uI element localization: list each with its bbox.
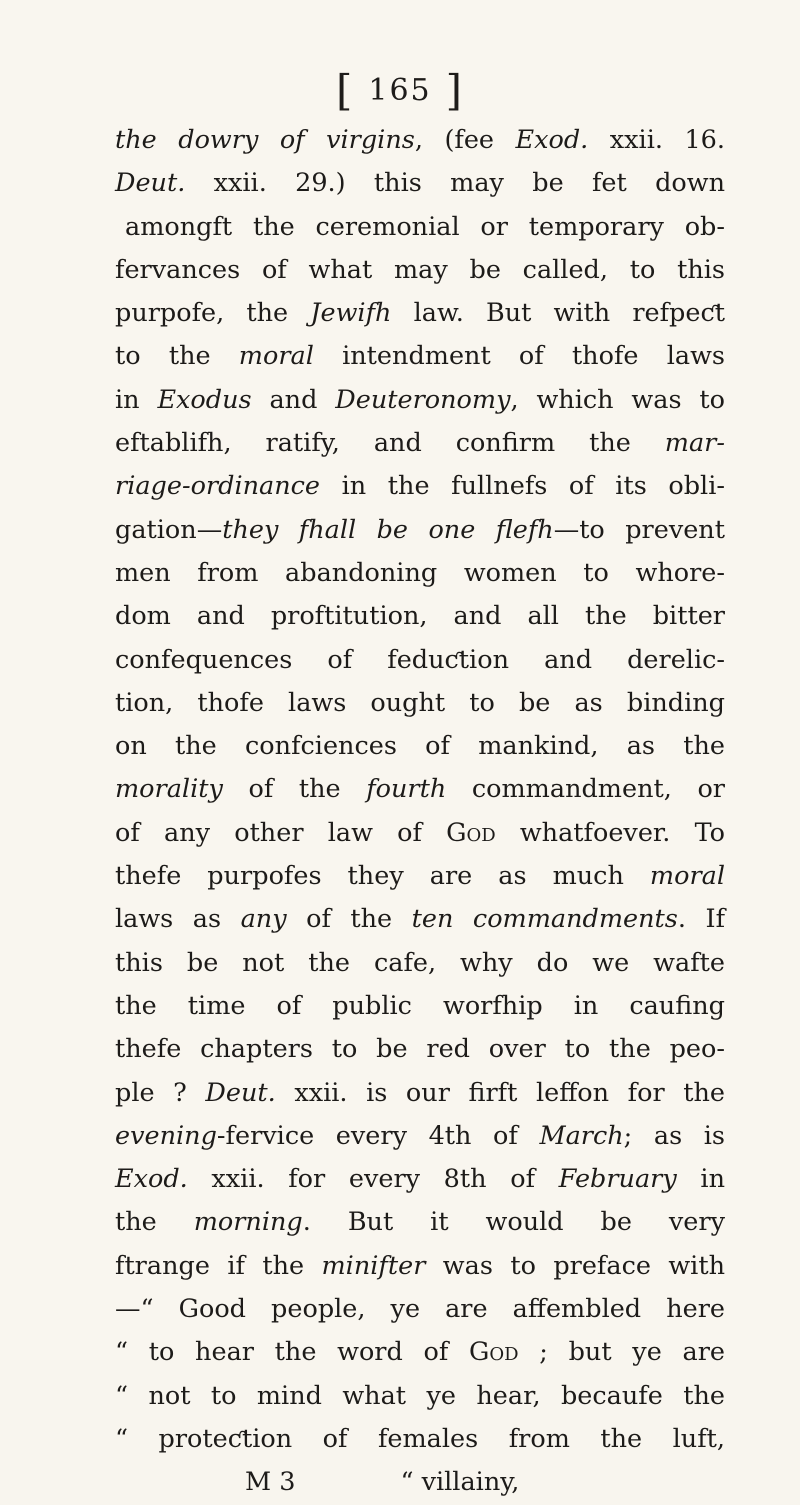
text-line <box>115 725 725 768</box>
text-run: “ proteƈtion of females from the luft, <box>115 1423 725 1454</box>
text-run: on the confciences of mankind, as the <box>115 731 725 762</box>
text-line <box>115 855 725 898</box>
text-run: thefe purpofes they are as much <box>115 861 650 892</box>
text-line <box>115 379 725 422</box>
text-run: in the fullnefs of its obli- <box>320 471 725 502</box>
small-caps-word: God <box>469 1337 519 1368</box>
text-run: , (fee <box>414 125 516 155</box>
text-run: gation— <box>115 514 223 545</box>
italic-reference: Exod. <box>115 1164 188 1195</box>
text-run: fervances of what may be called, to this <box>115 254 725 285</box>
text-line <box>115 1201 725 1244</box>
italic-word: any <box>240 904 287 935</box>
text-line <box>115 768 725 811</box>
text-run: the time of public worfhip in caufing <box>115 990 725 1021</box>
text-line <box>115 1288 725 1331</box>
text-run: men from abandoning women to whore- <box>115 557 725 588</box>
text-run: whatfoever. To <box>495 817 725 848</box>
text-line <box>115 509 725 552</box>
text-line <box>115 898 725 941</box>
italic-reference: Deut. <box>205 1077 276 1108</box>
italic-word: fourth <box>366 774 447 805</box>
text-line <box>115 985 725 1028</box>
italic-word: February <box>558 1164 677 1195</box>
text-run: amongft the ceremonial or temporary ob- <box>125 211 725 242</box>
text-run: to the <box>115 341 239 372</box>
text-run: “ to hear the word of <box>115 1337 470 1368</box>
italic-phrase: the dowry of virgins <box>115 125 415 155</box>
text-run: -fervice every 4th of <box>216 1120 540 1151</box>
text-run: —to prevent <box>553 514 725 545</box>
text-line <box>115 1245 725 1288</box>
text-run: ; as is <box>623 1120 725 1151</box>
text-run: in <box>115 384 158 415</box>
text-line <box>115 1375 725 1418</box>
page-number-open-bracket: [ <box>335 66 355 115</box>
text-line <box>115 162 725 205</box>
text-run: ple ? <box>115 1077 206 1108</box>
small-caps-word: God <box>446 817 496 848</box>
text-run: . If <box>677 904 726 935</box>
text-line <box>115 1331 725 1374</box>
italic-reference: Exod. <box>515 125 589 155</box>
catchword: “ villainy, <box>400 1467 520 1498</box>
text-run: , which was to <box>510 384 725 415</box>
text-run: xxii. for every 8th of <box>187 1164 559 1195</box>
text-run: dom and proftitution, and all the bitter <box>115 601 725 632</box>
text-run: eftablifh, ratify, and confirm the <box>115 428 665 459</box>
text-run: of any other law of <box>115 817 447 848</box>
italic-phrase: they fhall be one flefh <box>222 514 554 545</box>
text-line <box>115 1028 725 1071</box>
text-run: xxii. is our firft leffon for the <box>275 1077 726 1108</box>
text-run: xxii. 16. <box>588 125 725 155</box>
text-line <box>115 1158 725 1201</box>
text-run: “ not to mind what ye hear, becaufe the <box>115 1380 725 1411</box>
text-line <box>115 465 725 508</box>
body-text <box>115 119 725 1505</box>
text-line <box>115 1072 725 1115</box>
text-run: thefe chapters to be red over to the peo- <box>115 1034 725 1065</box>
text-run: ftrange if the <box>115 1250 322 1281</box>
italic-word: morality <box>115 774 223 805</box>
text-run: tion, thofe laws ought to be as binding <box>115 687 725 718</box>
text-run: —“ Good people, ye are affembled here <box>115 1294 725 1325</box>
italic-word: evening <box>115 1120 217 1151</box>
text-run: purpofe, the <box>115 298 311 329</box>
text-run: in <box>676 1164 725 1195</box>
text-line <box>115 552 725 595</box>
text-line <box>115 812 725 855</box>
text-line <box>115 249 725 292</box>
page-number-close-bracket: ] <box>445 66 465 115</box>
italic-reference: Exodus <box>157 384 252 415</box>
italic-word: Jewifh <box>310 298 392 329</box>
text-line <box>115 422 725 465</box>
italic-word: March <box>539 1120 624 1151</box>
text-line <box>115 639 725 682</box>
text-run: . But it would be very <box>302 1207 725 1238</box>
page-number-value: 165 <box>368 73 432 108</box>
italic-reference: Deut. <box>115 168 186 199</box>
text-line <box>115 335 725 378</box>
italic-word: minifter <box>321 1250 426 1281</box>
text-line <box>115 292 725 335</box>
italic-word: mar- <box>664 428 725 459</box>
italic-reference: Deuteronomy <box>335 384 511 415</box>
text-run: the <box>115 1207 194 1238</box>
text-run: laws as <box>115 904 241 935</box>
text-run: this be not the cafe, why do we wafte <box>115 947 725 978</box>
text-run: ; but ye are <box>518 1337 725 1368</box>
text-run: was to preface with <box>425 1250 725 1281</box>
page-number <box>0 66 800 115</box>
text-run: of the <box>286 904 412 935</box>
text-line <box>115 942 725 985</box>
text-line <box>115 595 725 638</box>
text-run: confequences of feduƈtion and derelic- <box>115 644 725 675</box>
text-run: commandment, or <box>446 774 725 805</box>
italic-word: moral <box>649 861 725 892</box>
text-run: intendment of thofe laws <box>313 341 725 372</box>
signature-mark: M 3 <box>245 1467 296 1498</box>
italic-word: morning <box>193 1207 303 1238</box>
text-line <box>115 119 725 162</box>
italic-word: riage-ordinance <box>115 471 321 502</box>
text-line <box>115 206 725 249</box>
text-line <box>115 682 725 725</box>
footer-line <box>115 1461 725 1504</box>
text-run: of the <box>222 774 367 805</box>
italic-phrase: ten commandments <box>411 904 678 935</box>
text-run: and <box>251 384 336 415</box>
text-line <box>115 1115 725 1158</box>
text-line <box>115 1418 725 1461</box>
italic-word: moral <box>238 341 314 372</box>
text-run: law. But with refpeƈt <box>391 298 725 329</box>
text-run: xxii. 29.) this may be fet down <box>185 168 725 199</box>
